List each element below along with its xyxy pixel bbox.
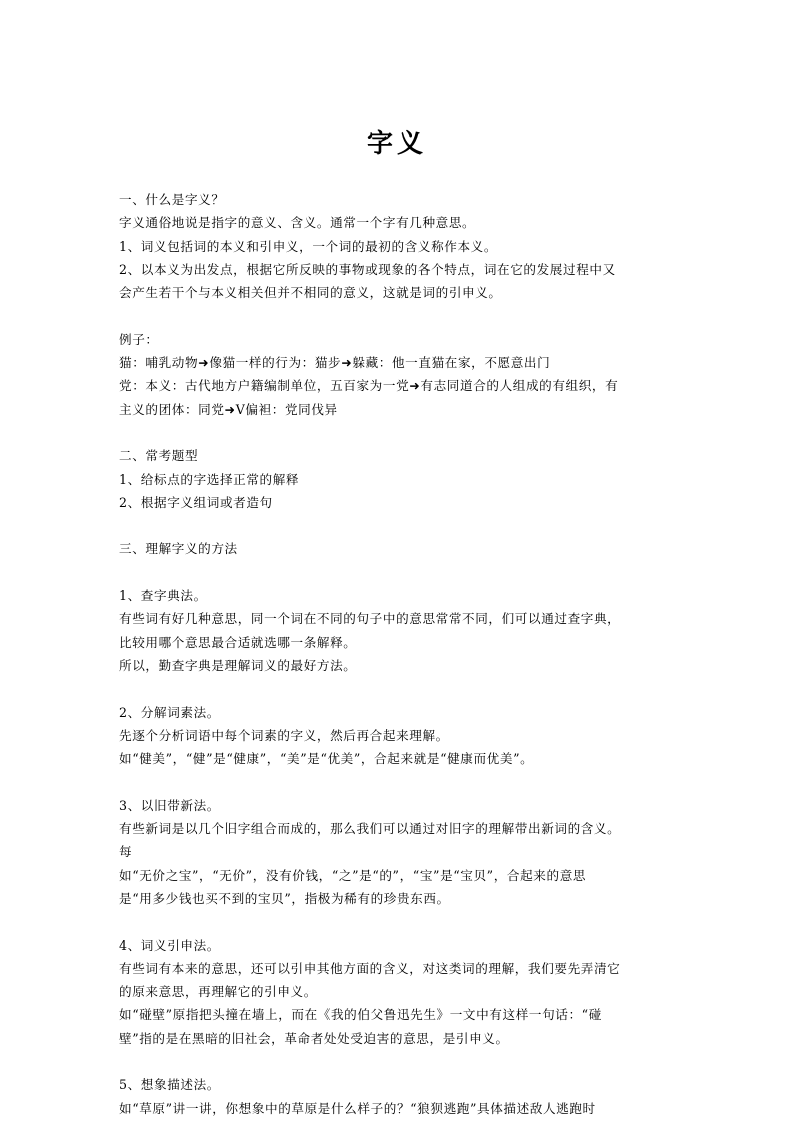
paragraph-line: 有些新词是以几个旧字组合而成的，那么我们可以通过对旧字的理解带出新词的含义。: [119, 821, 621, 837]
examples-heading: 例子：: [119, 331, 159, 347]
document-body: [119, 188, 689, 1120]
method-heading: 2、分解词素法。: [119, 704, 220, 720]
paragraph-line: 所以，勤查字典是理解词义的最好方法。: [119, 657, 357, 673]
method-heading: 3、以旧带新法。: [119, 797, 220, 813]
paragraph-line: 如“草原”讲一讲，你想象中的草原是什么样子的？“狼狈逃跑”具体描述敌人逃跑时: [119, 1100, 596, 1116]
list-item: 1、给标点的字选择正常的解释: [119, 471, 300, 487]
paragraph-line: 2、以本义为出发点，根据它所反映的事物或现象的各个特点，词在它的发展过程中又: [119, 261, 616, 277]
page-title: 字义: [366, 129, 427, 159]
paragraph-line: 如“无价之宝”，“无价”，没有价钱，“之”是“的”，“宝”是“宝贝”，合起来的意思: [119, 867, 587, 883]
section-heading: 二、常考题型: [119, 448, 199, 464]
list-item: 2、根据字义组词或者造句: [119, 494, 273, 510]
example-line: 党：本义：古代地方户籍编制单位，五百家为一党➜有志同道合的人组成的有组织，有: [119, 378, 619, 394]
paragraph-line: 每: [119, 844, 133, 860]
paragraph-line: 是“用多少钱也买不到的宝贝”，指极为稀有的珍贵东西。: [119, 890, 450, 906]
example-line: 主义的团体：同党➜V偏袒：党同伐异: [119, 401, 338, 417]
paragraph-line: 如“碰壁”原指把头撞在墙上，而在《我的伯父鲁迅先生》一文中有这样一句话：“碰: [119, 1007, 602, 1023]
section-heading: 一、什么是字义？: [119, 192, 225, 207]
example-line: 猫：哺乳动物➜像猫一样的行为：猫步➜躲藏：他一直猫在家，不愿意出门: [119, 355, 551, 371]
paragraph-line: 如“健美”，“健”是“健康”，“美”是“优美”，合起来就是“健康而优美”。: [119, 751, 534, 767]
paragraph-line: 有些词有本来的意思，还可以引申其他方面的含义，对这类词的理解，我们要先弄清它: [119, 960, 621, 976]
method-heading: 4、词义引申法。: [119, 937, 220, 953]
paragraph-line: 有些词有好几种意思，同一个词在不同的句子中的意思常常不同，们可以通过查字典，: [119, 611, 621, 627]
paragraph-line: 的原来意思，再理解它的引申义。: [119, 984, 317, 1000]
section-heading: 三、理解字义的方法: [119, 541, 238, 557]
paragraph-line: 会产生若干个与本义相关但并不相同的意义，这就是词的引申义。: [119, 285, 502, 301]
method-heading: 1、查字典法。: [119, 588, 207, 604]
paragraph-line: 先逐个分析词语中每个词素的字义，然后再合起来理解。: [119, 727, 449, 743]
paragraph-line: 1、词义包括词的本义和引申义，一个词的最初的含义称作本义。: [119, 238, 498, 254]
paragraph-line: 比较用哪个意思最合适就选哪一条解释。: [119, 634, 357, 650]
paragraph-line: 壁”指的是在黑暗的旧社会，革命者处处受迫害的意思，是引申义。: [119, 1030, 509, 1046]
paragraph-line: 字义通俗地说是指字的意义、含义。通常一个字有几种意思。: [119, 215, 476, 231]
method-heading: 5、想象描述法。: [119, 1077, 220, 1093]
